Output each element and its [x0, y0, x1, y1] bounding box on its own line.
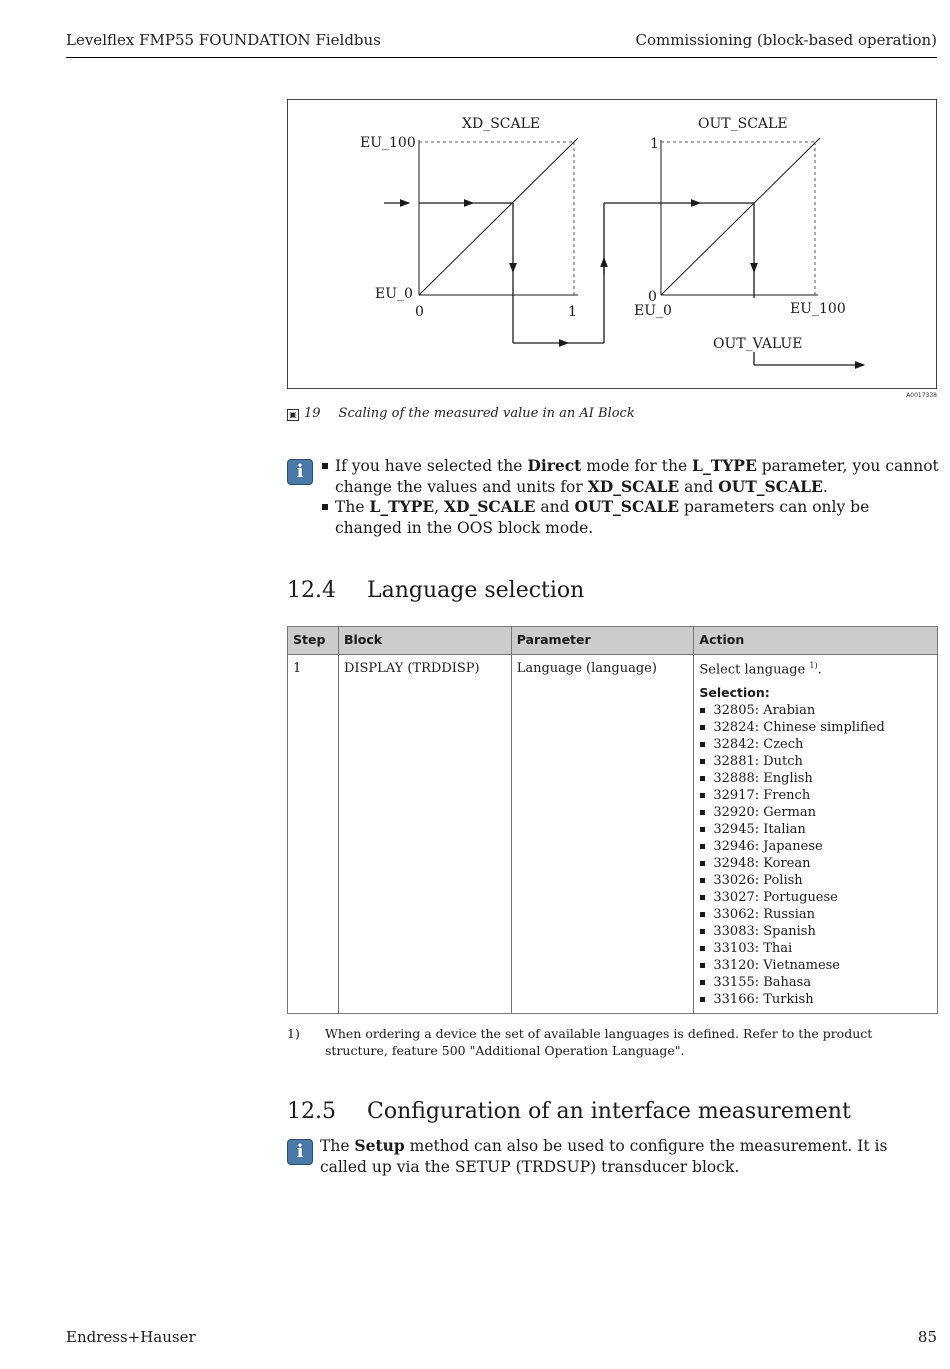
list-item: 33026: Polish — [699, 872, 932, 889]
info-icon: i — [287, 459, 313, 485]
header-chapter-title: Commissioning (block-based operation) — [635, 31, 937, 49]
figure-number: 19 — [304, 406, 321, 421]
col-header-block: Block — [338, 627, 511, 655]
xd-diagonal — [419, 138, 578, 295]
xd-scale-label: XD_SCALE — [462, 116, 541, 132]
header-doc-title: Levelflex FMP55 FOUNDATION Fieldbus — [66, 31, 381, 49]
list-item: 33155: Bahasa — [699, 974, 932, 991]
footer-brand: Endress+Hauser — [66, 1328, 196, 1346]
eu100-bottom-label: EU_100 — [790, 301, 846, 317]
x0-label: 0 — [415, 304, 424, 320]
selection-label: Selection: — [699, 685, 770, 701]
list-item: 32920: German — [699, 804, 932, 821]
figure-code: A0017338 — [906, 392, 937, 399]
eu0-bottom-label: EU_0 — [634, 303, 672, 319]
table-row — [288, 655, 938, 1014]
setup-note: The Setup method can also be used to configure the measurement. It is called up via the SETUP (TRDSUP) transducer block. — [320, 1136, 888, 1176]
list-item: 32824: Chinese simplified — [699, 719, 932, 736]
out-diagonal — [661, 138, 820, 295]
scaling-figure — [287, 99, 937, 389]
list-item: 32948: Korean — [699, 855, 932, 872]
header-rule — [66, 57, 937, 58]
col-header-step: Step — [288, 627, 339, 655]
list-item: 33103: Thai — [699, 940, 932, 957]
y1-right-label: 1 — [650, 136, 659, 152]
table-header-row — [288, 627, 938, 655]
y0-right-label: 0 — [648, 289, 657, 305]
list-item: 32945: Italian — [699, 821, 932, 838]
list-item: 32805: Arabian — [699, 702, 932, 719]
section-heading-language — [287, 578, 584, 603]
note-item: If you have selected the Direct mode for the L_TYPE parameter, you cannot change the values and units for XD_SCALE and OUT_SCALE. — [320, 456, 940, 497]
figure-icon: ▣ — [287, 409, 299, 421]
list-item: 32888: English — [699, 770, 932, 787]
list-item: 32842: Czech — [699, 736, 932, 753]
section-heading-interface — [287, 1099, 851, 1124]
language-table — [287, 626, 938, 1014]
cell-block: DISPLAY (TRDDISP) — [338, 655, 511, 1014]
list-item: 33120: Vietnamese — [699, 957, 932, 974]
cell-action — [694, 655, 938, 1014]
note-item: The L_TYPE, XD_SCALE and OUT_SCALE parameters can only be changed in the OOS block mode. — [320, 497, 940, 538]
footnote — [287, 1025, 937, 1059]
section-number: 12.4 — [287, 578, 336, 603]
section-title: Configuration of an interface measurement — [367, 1099, 851, 1124]
info-icon: i — [287, 1139, 313, 1165]
x1-label: 1 — [568, 304, 577, 320]
list-item: 32881: Dutch — [699, 753, 932, 770]
col-header-parameter: Parameter — [511, 627, 694, 655]
scaling-diagram — [288, 100, 938, 390]
list-item: 33027: Portuguese — [699, 889, 932, 906]
col-header-action: Action — [694, 627, 938, 655]
out-value-label: OUT_VALUE — [713, 336, 803, 352]
page-number: 85 — [917, 1328, 937, 1346]
footnote-text: When ordering a device the set of available languages is defined. Refer to the product structure, feature 500 "Additional Operation Language". — [325, 1026, 873, 1058]
eu100-left-label: EU_100 — [360, 135, 416, 151]
list-item: 33083: Spanish — [699, 923, 932, 940]
list-item: 33166: Turkish — [699, 991, 932, 1008]
figure-caption-text: Scaling of the measured value in an AI Block — [338, 406, 635, 421]
cell-step: 1 — [288, 655, 339, 1014]
action-text: Select language $^{1)}$. — [699, 661, 822, 678]
eu0-left-label: EU_0 — [375, 286, 413, 302]
section-title: Language selection — [367, 578, 585, 603]
footnote-number: 1) — [287, 1026, 300, 1041]
section-number: 12.5 — [287, 1099, 336, 1124]
language-options — [699, 702, 932, 1008]
figure-caption — [287, 406, 635, 421]
list-item: 33062: Russian — [699, 906, 932, 923]
footnote-ref: 1) — [809, 661, 818, 670]
list-item: 32917: French — [699, 787, 932, 804]
note-list — [320, 456, 940, 538]
out-scale-label: OUT_SCALE — [698, 116, 788, 132]
list-item: 32946: Japanese — [699, 838, 932, 855]
cell-parameter: Language (language) — [511, 655, 694, 1014]
